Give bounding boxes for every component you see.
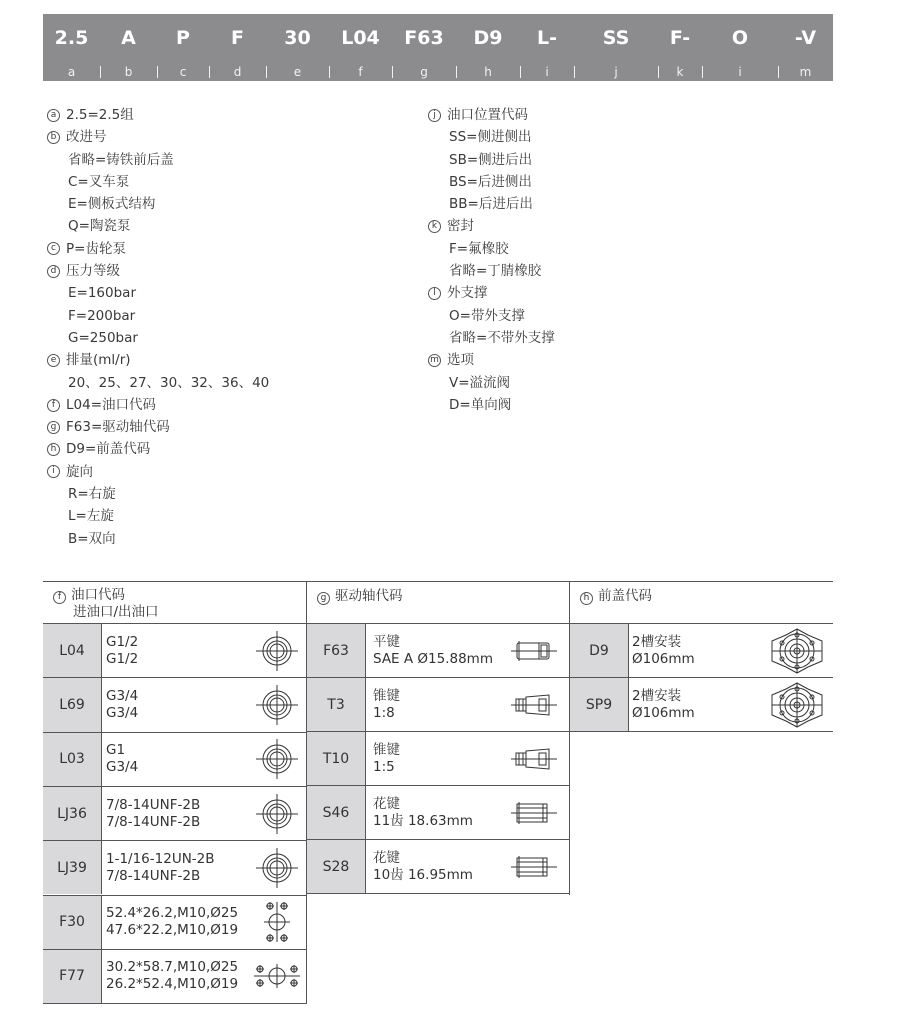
row-code: L04 (43, 624, 101, 677)
row-code: F30 (43, 896, 101, 949)
legend-option (428, 193, 555, 215)
code-segment: F- (669, 27, 691, 49)
legend-text: D=单向阀 (449, 396, 512, 413)
legend-text: E=160bar (68, 285, 137, 302)
legend-item (428, 215, 555, 237)
cell-divider (628, 678, 629, 731)
round-port-icon (248, 733, 306, 786)
legend-text: 省略=铸铁前后盖 (68, 151, 174, 168)
circled-letter-marker: e (47, 354, 60, 367)
legend-item (428, 349, 555, 371)
legend-text: SS=侧进侧出 (449, 129, 532, 146)
circled-letter-marker: k (428, 220, 441, 233)
legend-option (428, 327, 555, 349)
row-description (373, 624, 493, 677)
circled-letter-marker: d (47, 265, 60, 278)
circled-letter-marker: m (428, 354, 441, 367)
description-line: G3/4 (106, 759, 139, 776)
description-line: 1-1/16-12UN-2B (106, 850, 215, 867)
legend-option (47, 372, 269, 394)
cell-divider (365, 786, 366, 839)
description-line: G1 (106, 742, 126, 759)
code-segment-letter: f (358, 64, 363, 79)
description-line: 7/8-14UNF-2B (106, 813, 201, 830)
legend-item (47, 104, 269, 126)
code-segment: A (121, 27, 136, 49)
table-row (307, 731, 570, 785)
description-line: G3/4 (106, 687, 139, 704)
code-segment-letter: j (614, 64, 618, 79)
legend-text: 密封 (447, 218, 474, 235)
row-description (106, 787, 200, 840)
legend-item (47, 260, 269, 282)
legend-option (47, 528, 269, 550)
legend-text: Q=陶瓷泵 (68, 218, 131, 235)
legend-text: B=双向 (68, 530, 116, 547)
legend-text: V=溢流阀 (449, 374, 511, 391)
cell-divider (101, 678, 102, 731)
front-cover-code-table (570, 581, 833, 733)
legend-text: D9=前盖代码 (66, 441, 151, 458)
legend-option (428, 305, 555, 327)
table-row (570, 677, 833, 731)
table-row (43, 895, 307, 949)
shaft-code-table (307, 581, 570, 895)
row-description (106, 624, 138, 677)
table-divider (306, 581, 307, 1004)
cell-divider (365, 624, 366, 677)
cover-table-title: 前盖代码 (598, 588, 652, 604)
row-description (373, 840, 473, 893)
description-line: 52.4*26.2,M10,Ø25 (106, 905, 239, 922)
code-segment: 30 (284, 27, 311, 49)
cell-divider (365, 678, 366, 731)
circled-letter-marker: b (47, 131, 60, 144)
legend-option (47, 327, 269, 349)
code-segment-letter: a (67, 64, 76, 79)
port-table-header (43, 581, 307, 623)
row-description (106, 841, 215, 894)
table-bottom-border (43, 1003, 307, 1004)
legend-option (47, 171, 269, 193)
table-row (43, 949, 307, 1003)
legend-item (428, 104, 555, 126)
description-line: 7/8-14UNF-2B (106, 867, 201, 884)
code-letters-row (43, 62, 833, 81)
legend-option (47, 483, 269, 505)
code-segment-letter: g (420, 64, 428, 79)
legend-item (47, 394, 269, 416)
description-line: G3/4 (106, 704, 139, 721)
code-segment-letter: c (179, 64, 187, 79)
table-row (307, 677, 570, 731)
description-line: 平键 (373, 633, 400, 650)
legend-option (47, 305, 269, 327)
legend-text: 排量(ml/r) (66, 352, 131, 369)
shaft-table-header (307, 581, 570, 623)
table-row (307, 623, 570, 677)
table-bottom-border (307, 893, 570, 894)
code-segment: D9 (473, 27, 503, 49)
legend-text: 外支撑 (447, 285, 488, 302)
description-line: Ø106mm (632, 704, 695, 721)
legend-text: 压力等级 (66, 263, 120, 280)
table-row (43, 732, 307, 786)
circled-letter-marker: c (47, 242, 60, 255)
legend-option (428, 149, 555, 171)
legend-text: 20、25、27、30、32、36、40 (68, 374, 270, 391)
description-line: G1/2 (106, 650, 139, 667)
row-code: T10 (307, 732, 365, 785)
legend-option (47, 282, 269, 304)
flange-vertical-icon (248, 896, 306, 949)
circled-letter-marker: h (47, 443, 60, 456)
legend-text: 2.5=2.5组 (66, 107, 134, 123)
spline-shaft-icon (505, 786, 563, 839)
row-description (106, 733, 138, 786)
shaft-table-title: 驱动轴代码 (335, 588, 403, 604)
code-segment-letter: h (484, 64, 492, 79)
row-code: S46 (307, 786, 365, 839)
spline-shaft-icon (505, 840, 563, 893)
code-segment-letter: d (233, 64, 242, 79)
model-code-bar (43, 14, 833, 81)
code-segment: F63 (404, 27, 444, 49)
description-line: 1:5 (373, 758, 395, 775)
row-code: L03 (43, 733, 101, 786)
code-segment: P (176, 27, 190, 49)
legend-text: F=200bar (68, 307, 136, 324)
legend-text: 改进号 (66, 129, 107, 146)
row-code: L69 (43, 678, 101, 731)
code-values-row (43, 14, 833, 62)
taper-shaft-icon (505, 678, 563, 731)
row-code: S28 (307, 840, 365, 893)
legend-text: G=250bar (68, 329, 138, 346)
round-port-icon (248, 624, 306, 677)
legend-text: L04=油口代码 (66, 396, 157, 413)
description-line: 锥键 (373, 687, 400, 704)
cell-divider (101, 841, 102, 894)
legend-option (47, 215, 269, 237)
round-port-icon (248, 787, 306, 840)
legend-option (47, 149, 269, 171)
legend-right-column (428, 104, 555, 416)
table-row (307, 839, 570, 893)
circled-letter-marker: a (47, 109, 60, 122)
description-line: Ø106mm (632, 650, 695, 667)
legend-option (47, 193, 269, 215)
row-description (106, 950, 238, 1003)
table-row (570, 623, 833, 677)
code-segment: F (231, 27, 244, 49)
code-segment-letter: e (293, 64, 302, 79)
front-cover-icon (768, 678, 826, 731)
legend-text: F=氟橡胶 (449, 240, 509, 257)
legend-text: O=带外支撑 (449, 307, 525, 324)
row-description (632, 624, 695, 677)
legend-text: R=右旋 (68, 486, 116, 503)
legend-text: F63=驱动轴代码 (66, 419, 170, 436)
front-cover-icon (768, 624, 826, 677)
row-code: F77 (43, 950, 101, 1003)
code-segment: -V (794, 27, 817, 49)
cell-divider (101, 733, 102, 786)
code-segment-letter: k (676, 64, 684, 79)
cell-divider (101, 624, 102, 677)
legend-item (47, 238, 269, 260)
keyed-shaft-icon (505, 624, 563, 677)
legend-text: P=齿轮泵 (66, 240, 126, 257)
description-line: 花键 (373, 795, 400, 812)
cell-divider (101, 950, 102, 1003)
description-line: 11齿 18.63mm (373, 812, 473, 829)
round-port-icon (248, 841, 306, 894)
description-line: 锥键 (373, 741, 400, 758)
legend-text: SB=侧进后出 (449, 151, 533, 168)
row-description (373, 786, 473, 839)
legend-text: 省略=不带外支撑 (449, 329, 555, 346)
table-row (307, 785, 570, 839)
row-description (373, 678, 400, 731)
circled-letter-marker: l (428, 287, 441, 300)
row-code: LJ39 (43, 841, 101, 894)
legend-option (428, 126, 555, 148)
legend-option (428, 372, 555, 394)
code-segment: L04 (341, 27, 380, 49)
legend-text: BB=后进后出 (449, 196, 533, 213)
legend-option (47, 505, 269, 527)
description-line: 10齿 16.95mm (373, 866, 473, 883)
legend-left-column (47, 104, 269, 550)
legend-item (47, 126, 269, 148)
legend-option (428, 260, 555, 282)
port-code-table (43, 581, 307, 1004)
row-code: LJ36 (43, 787, 101, 840)
legend-item (47, 438, 269, 460)
circled-letter-marker: g (317, 592, 330, 605)
row-description (106, 678, 138, 731)
description-line: 7/8-14UNF-2B (106, 796, 201, 813)
row-description (373, 732, 400, 785)
code-segment: O (731, 27, 749, 49)
table-row (43, 623, 307, 677)
code-segment-letter: m (799, 64, 812, 79)
port-table-subtitle: 进油口/出油口 (73, 604, 159, 620)
row-code: SP9 (570, 678, 628, 731)
table-bottom-border (570, 731, 833, 732)
description-line: 2槽安装 (632, 633, 682, 650)
legend-item (47, 416, 269, 438)
description-line: 47.6*22.2,M10,Ø19 (106, 922, 239, 939)
legend-option (428, 171, 555, 193)
cell-divider (628, 624, 629, 677)
cover-table-header (570, 581, 833, 623)
legend-text: L=左旋 (68, 508, 114, 525)
row-code: D9 (570, 624, 628, 677)
legend-text: E=侧板式结构 (68, 196, 156, 213)
legend-text: BS=后进侧出 (449, 173, 532, 190)
legend-text: 旋向 (66, 463, 93, 480)
circled-letter-marker: f (47, 399, 60, 412)
description-line: 26.2*52.4,M10,Ø19 (106, 976, 239, 993)
circled-letter-marker: h (580, 592, 593, 605)
legend-item (47, 349, 269, 371)
taper-shaft-icon (505, 732, 563, 785)
cell-divider (101, 787, 102, 840)
legend-item (47, 461, 269, 483)
description-line: 30.2*58.7,M10,Ø25 (106, 959, 239, 976)
table-divider (569, 581, 570, 895)
description-line: 1:8 (373, 704, 395, 721)
flange-horizontal-icon (248, 950, 306, 1003)
legend-text: 油口位置代码 (447, 107, 528, 123)
code-segment-letter: i (738, 64, 742, 79)
legend-text: 选项 (447, 352, 474, 369)
circled-letter-marker: g (47, 421, 60, 434)
code-segment: L- (537, 27, 557, 49)
legend-option (428, 394, 555, 416)
cell-divider (365, 840, 366, 893)
row-description (632, 678, 695, 731)
code-segment-letter: i (545, 64, 549, 79)
port-table-title: 油口代码 (71, 587, 125, 603)
cell-divider (365, 732, 366, 785)
row-code: T3 (307, 678, 365, 731)
legend-text: C=叉车泵 (68, 173, 130, 190)
circled-letter-marker: j (428, 109, 441, 122)
row-code: F63 (307, 624, 365, 677)
description-line: 花键 (373, 849, 400, 866)
legend-text: 省略=丁腈橡胶 (449, 263, 542, 280)
circled-letter-marker: f (53, 591, 66, 604)
table-row (43, 840, 307, 894)
legend-item (428, 282, 555, 304)
circled-letter-marker: i (47, 465, 60, 478)
legend-option (428, 238, 555, 260)
table-row (43, 786, 307, 840)
table-row (43, 677, 307, 731)
round-port-icon (248, 678, 306, 731)
description-line: G1/2 (106, 633, 139, 650)
row-description (106, 896, 238, 949)
description-line: 2槽安装 (632, 687, 682, 704)
code-segment-letter: b (124, 64, 133, 79)
code-segment: 2.5 (54, 27, 89, 49)
cell-divider (101, 896, 102, 949)
description-line: SAE A Ø15.88mm (373, 650, 493, 667)
code-segment: SS (602, 27, 630, 49)
